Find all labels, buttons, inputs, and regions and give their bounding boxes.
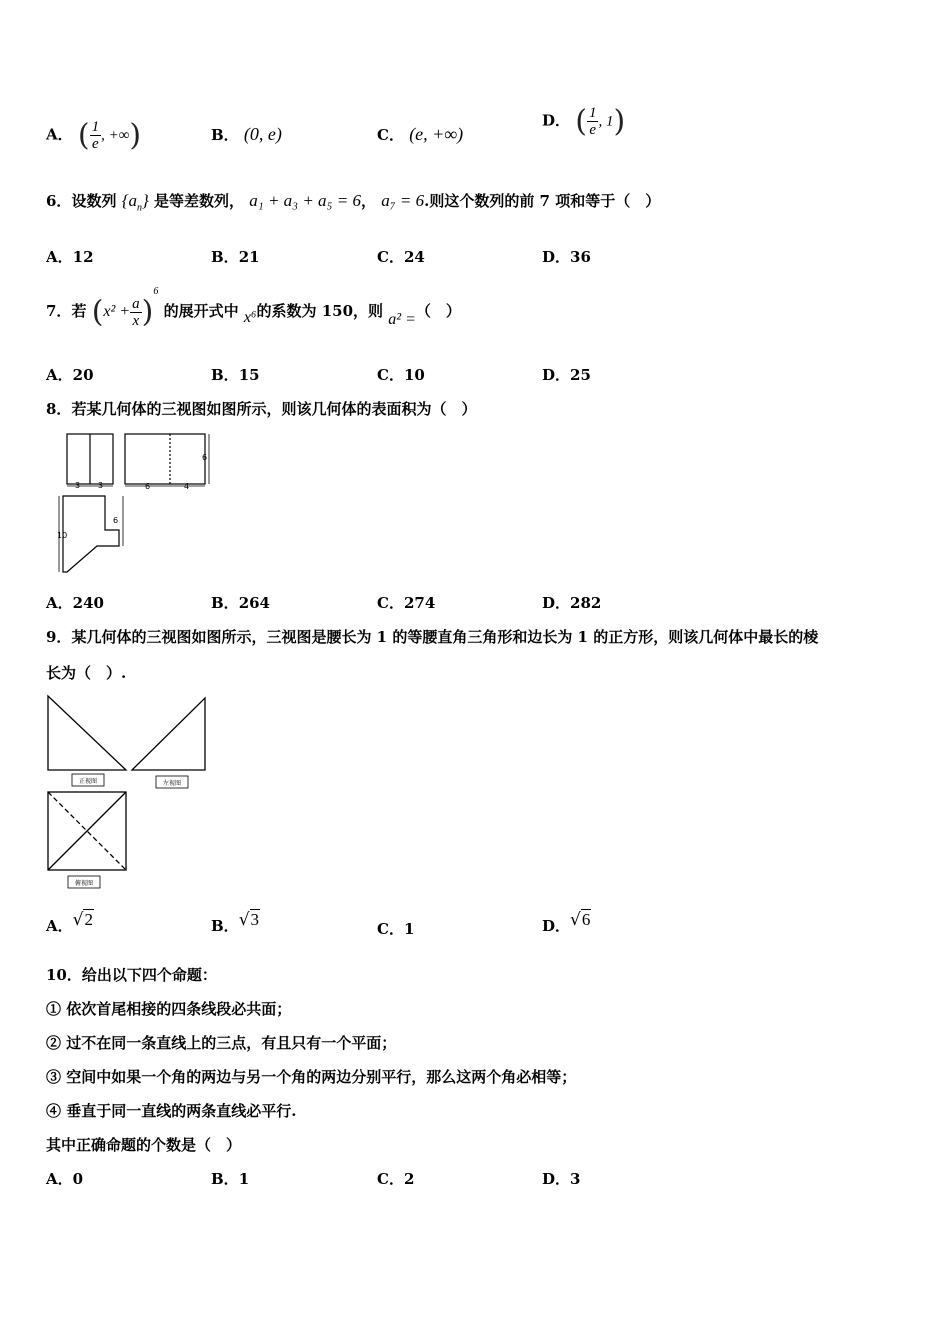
q10-intro: 给出以下四个命题： [81,966,217,984]
q9-option-c[interactable] [377,918,414,939]
option-value: 282 [570,594,602,612]
q10-option-c[interactable] [377,1168,414,1189]
q7-text: 的展开式中 [163,302,239,320]
dim-label: 4 [184,482,190,491]
q7-stem [46,286,461,330]
option-value: 2 [403,1170,415,1188]
q8-three-view-figure [55,430,220,578]
option-label: A． [46,366,73,384]
q5-option-a[interactable] [46,118,141,153]
q7-option-a[interactable] [46,364,94,385]
left-paren: ( [91,294,104,330]
q9-front-label: 正视图 [78,778,98,785]
q6-option-b[interactable] [211,246,260,267]
frac-den: e [589,122,597,138]
option-label: A． [46,594,73,612]
q5-option-c[interactable] [377,124,463,145]
q6-option-c[interactable] [377,246,425,267]
q10-prop-4: ④ 垂直于同一直线的两条直线必平行. [46,1102,297,1120]
question-number: 9． [46,628,72,646]
question-number: 6． [46,192,72,210]
q6-text: 是等差数列， [154,192,245,210]
q7-text: 的系数为 150，则 [256,302,384,320]
dim-label: 3 [75,481,81,490]
radicand: 3 [250,910,260,929]
q6-condition-1: a₁ + a₃ + a₅ = 6 [249,191,361,210]
q7-text: （ ） [415,302,461,320]
q7-text: 若 [71,302,87,320]
q9-option-a[interactable] [46,910,94,936]
option-value: 1 [403,920,415,938]
option-label: B． [211,1170,239,1188]
q6-text: 设数列 [71,192,117,210]
q5-option-b[interactable] [211,124,282,145]
option-label: D． [542,917,571,935]
dim-label: 6 [113,516,119,525]
q7-option-d[interactable] [542,364,591,385]
interval-tail: , +∞ [101,127,130,144]
q8-option-d[interactable] [542,592,601,613]
dim-label: 3 [98,481,104,490]
sqrt-expr: √6 [570,910,591,930]
q9-front-view [48,696,126,770]
option-label: A． [46,917,73,935]
q7-ask: a² = [388,311,416,328]
option-label: C． [377,1170,404,1188]
seq-subscript: n [137,202,142,214]
interval-expr: (0, e) [243,124,282,144]
question-number: 7． [46,302,72,320]
option-label: A． [46,125,73,144]
q6-stem: 6．设数列 $\{a_n\}$ 是等差数列， a₁ + a₃ + a₅ = 6， a₇ = 6.则这个数列的前 7 项和等于（ ） [46,191,661,214]
q8-side-view [125,434,208,484]
q10-prop-1: ① 依次首尾相接的四条线段必共面； [46,1000,292,1018]
option-label: D． [542,366,571,384]
frac-num: 1 [588,105,597,121]
option-label: D． [542,1170,571,1188]
option-value: 0 [72,1170,84,1188]
option-value: 21 [238,248,260,266]
sqrt-expr: √2 [72,910,93,930]
q10-prop-2: ② 过不在同一条直线上的三点，有且只有一个平面； [46,1034,397,1052]
option-label: B． [211,366,239,384]
option-label: B． [211,248,239,266]
frac-num: a [132,295,140,312]
radicand: 2 [84,910,93,929]
q9-option-d[interactable] [542,910,591,936]
frac-num: 1 [91,119,100,135]
seq-symbol: a [128,191,137,210]
q7-option-c[interactable] [377,364,425,385]
q9-stem-line2: 长为（ ）. [46,664,127,682]
q6-condition-2: a₇ = 6 [381,191,425,210]
option-label: D． [542,594,571,612]
question-number: 10． [46,966,82,984]
q8-stem [46,398,476,419]
option-label: C． [377,126,404,144]
q7-term: x⁶ [243,309,257,326]
dim-label: 10 [57,531,68,540]
q9-text: 某几何体的三视图如图所示，三视图是腰长为 1 的等腰直角三角形和边长为 1 的正方形，则该几何体中最长的棱 [71,628,819,646]
q10-stem [46,964,217,985]
option-value: 36 [570,248,591,266]
option-label: B． [211,594,239,612]
option-label: C． [377,594,404,612]
radicand: 6 [581,910,591,929]
q8-option-a[interactable] [46,592,104,613]
q9-top-label: 俯视图 [74,880,94,887]
q6-option-d[interactable] [542,246,591,267]
q10-option-b[interactable] [211,1168,249,1189]
sqrt-expr: √3 [238,910,260,930]
q7-option-b[interactable] [211,364,260,385]
option-value: 274 [403,594,436,612]
dim-label: 6 [145,482,151,491]
interval-expr: (e, +∞) [409,124,464,144]
q7-power: 6 [153,286,159,297]
q8-option-b[interactable] [211,592,270,613]
right-paren: ) [129,118,142,153]
question-number: 8． [46,400,72,418]
q9-side-label: 左视图 [162,780,182,787]
option-label: D． [542,111,571,130]
option-value: 3 [570,1170,581,1188]
q10-ask: 其中正确命题的个数是（ ） [46,1136,242,1154]
option-value: 240 [72,594,104,612]
option-value: 264 [238,594,270,612]
option-label: C． [377,366,404,384]
right-paren: ) [613,104,626,139]
option-value: 1 [238,1170,250,1188]
left-paren: ( [77,118,90,153]
option-label: C． [377,920,404,938]
q6-text: .则这个数列的前 7 项和等于（ ） [424,192,661,210]
option-label: A． [46,1170,73,1188]
option-label: C． [377,248,404,266]
option-label: B． [211,917,239,935]
option-label: D． [542,248,571,266]
option-value: 20 [72,366,94,384]
q9-side-view [132,698,205,770]
q5-option-d[interactable] [542,104,625,139]
option-value: 12 [72,248,94,266]
frac-den: e [92,136,99,152]
q9-option-b[interactable] [211,910,260,936]
q6-option-a[interactable] [46,246,94,267]
interval-tail: , 1 [598,113,614,130]
left-paren: ( [575,104,587,139]
q7-expr: x² + [103,303,131,320]
option-label: A． [46,248,73,266]
dim-label: 6 [202,453,208,462]
option-value: 24 [403,248,425,266]
option-label: B． [211,126,239,144]
q8-text: 若某几何体的三视图如图所示，则该几何体的表面积为（ ） [71,400,477,418]
q9-stem-line1 [46,626,818,647]
option-value: 25 [570,366,591,384]
option-value: 10 [403,366,425,384]
q8-option-c[interactable] [377,592,435,613]
q10-option-a[interactable] [46,1168,83,1189]
q10-prop-3: ③ 空间中如果一个角的两边与另一个角的两边分别平行，那么这两个角必相等； [46,1068,577,1086]
frac-den: x [132,312,140,329]
option-value: 15 [238,366,260,384]
separator: ， [360,192,376,210]
right-paren: ) [141,294,154,330]
q8-top-view [63,496,119,572]
q10-option-d[interactable] [542,1168,580,1189]
q9-three-view-figure [44,692,214,892]
